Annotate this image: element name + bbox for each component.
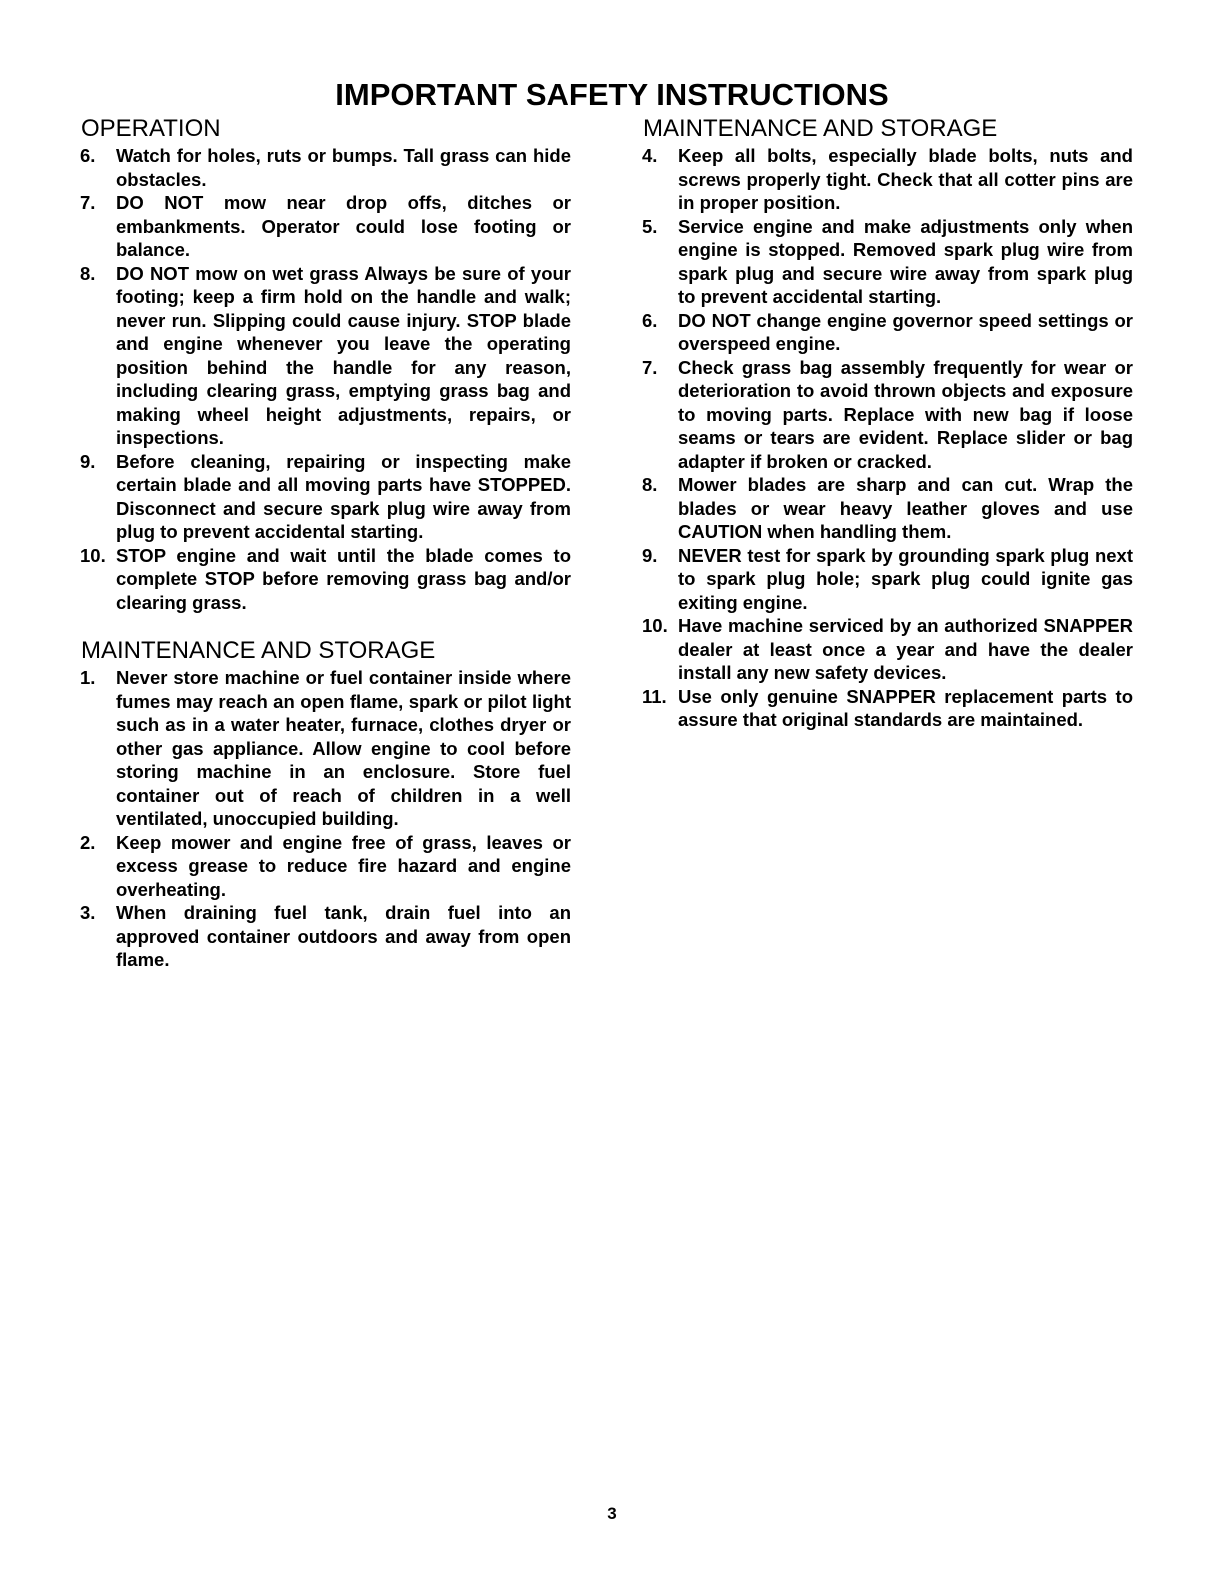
page-title: IMPORTANT SAFETY INSTRUCTIONS bbox=[335, 76, 889, 112]
list-item bbox=[642, 356, 1133, 474]
list-item bbox=[642, 544, 1133, 615]
list-item bbox=[642, 144, 1133, 215]
item-text: Mower blades are sharp and can cut. Wrap the blades or wear heavy leather gloves and use CAUTION when handling them. bbox=[678, 474, 1133, 542]
item-text: NEVER test for spark by grounding spark plug next to spark plug hole; spark plug could ignite gas exiting engine. bbox=[678, 544, 1133, 613]
item-number: 7. bbox=[80, 192, 96, 213]
list-item bbox=[80, 666, 571, 831]
item-number: 8. bbox=[642, 474, 658, 495]
item-text: Have machine serviced by an authorized SNAPPER dealer at least once a year and have the dealer install any new safety devices. bbox=[678, 615, 1133, 683]
maintenance-heading: MAINTENANCE AND STORAGE bbox=[81, 637, 436, 664]
item-text: Check grass bag assembly frequently for wear or deterioration to avoid thrown objects and exposure to moving parts. Replace with new bag if loose seams or tears are evident. Replace slider or bag adapter if broken or cracked. bbox=[678, 356, 1133, 472]
item-text: Use only genuine SNAPPER replacement parts to assure that original standards are maintained. bbox=[678, 685, 1133, 730]
maintenance-heading: MAINTENANCE AND STORAGE bbox=[643, 115, 998, 142]
list-item bbox=[642, 685, 1133, 732]
list-item bbox=[80, 191, 571, 262]
item-number: 5. bbox=[642, 215, 658, 237]
item-number: 10. bbox=[80, 544, 106, 566]
right-column bbox=[642, 114, 1133, 732]
item-number: 6. bbox=[642, 309, 658, 331]
list-item bbox=[80, 450, 571, 544]
item-number: 1. bbox=[80, 667, 96, 688]
item-text: When draining fuel tank, drain fuel into an approved container outdoors and away from open flame. bbox=[116, 902, 571, 970]
item-text: Watch for holes, ruts or bumps. Tall grass can hide obstacles. bbox=[116, 145, 571, 190]
list-item bbox=[80, 901, 571, 972]
list-item bbox=[80, 544, 571, 615]
list-item bbox=[80, 144, 571, 191]
list-item bbox=[80, 262, 571, 450]
item-text: Keep mower and engine free of grass, leaves or excess grease to reduce fire hazard and engine overheating. bbox=[116, 831, 571, 900]
item-number: 7. bbox=[642, 356, 658, 378]
item-text: Keep all bolts, especially blade bolts, nuts and screws properly tight. Check that all cotter pins are in proper position. bbox=[678, 145, 1133, 213]
item-number: 10. bbox=[642, 615, 668, 636]
item-text: Before cleaning, repairing or inspecting make certain blade and all moving parts have STOPPED. Disconnect and secure spark plug wire away from plug to prevent accidental starting. bbox=[116, 450, 571, 542]
item-text: DO NOT mow near drop offs, ditches or embankments. Operator could lose footing or balance. bbox=[116, 192, 571, 260]
list-item bbox=[642, 473, 1133, 544]
item-number: 3. bbox=[80, 902, 96, 923]
page-number: 3 bbox=[607, 1504, 617, 1523]
item-number: 8. bbox=[80, 262, 96, 284]
item-number: 9. bbox=[642, 544, 658, 566]
list-item bbox=[642, 614, 1133, 685]
item-text: DO NOT mow on wet grass Always be sure of your footing; keep a firm hold on the handle and walk; never run. Slipping could cause injury. STOP blade and engine whenever you leave the operating position behind the handle for any reason, including clearing grass, emptying grass bag and making wheel height adjustments, repairs, or inspections. bbox=[116, 262, 571, 448]
item-text: Never store machine or fuel container inside where fumes may reach an open flame, spark or pilot light such as in a water heater, furnace, clothes dryer or other gas appliance. Allow engine to cool before storing machine in an enclosure. Store fuel container out of reach of children in a well ventilated, unoccupied building. bbox=[116, 667, 571, 829]
operation-heading: OPERATION bbox=[81, 115, 221, 142]
maintenance-list bbox=[80, 666, 571, 972]
list-item bbox=[642, 309, 1133, 356]
left-column bbox=[80, 114, 571, 972]
item-text: DO NOT change engine governor speed settings or overspeed engine. bbox=[678, 309, 1133, 354]
maintenance-list bbox=[642, 144, 1133, 732]
item-number: 4. bbox=[642, 145, 658, 166]
list-item bbox=[642, 215, 1133, 309]
list-item bbox=[80, 831, 571, 902]
item-number: 2. bbox=[80, 831, 96, 853]
item-number: 9. bbox=[80, 450, 96, 472]
operation-list bbox=[80, 144, 571, 614]
item-text: STOP engine and wait until the blade comes to complete STOP before removing grass bag and/or clearing grass. bbox=[116, 544, 571, 613]
item-number: 11. bbox=[642, 685, 667, 707]
item-text: Service engine and make adjustments only when engine is stopped. Removed spark plug wire from spark plug and secure wire away from spark plug to prevent accidental starting. bbox=[678, 215, 1133, 307]
item-number: 6. bbox=[80, 145, 96, 166]
